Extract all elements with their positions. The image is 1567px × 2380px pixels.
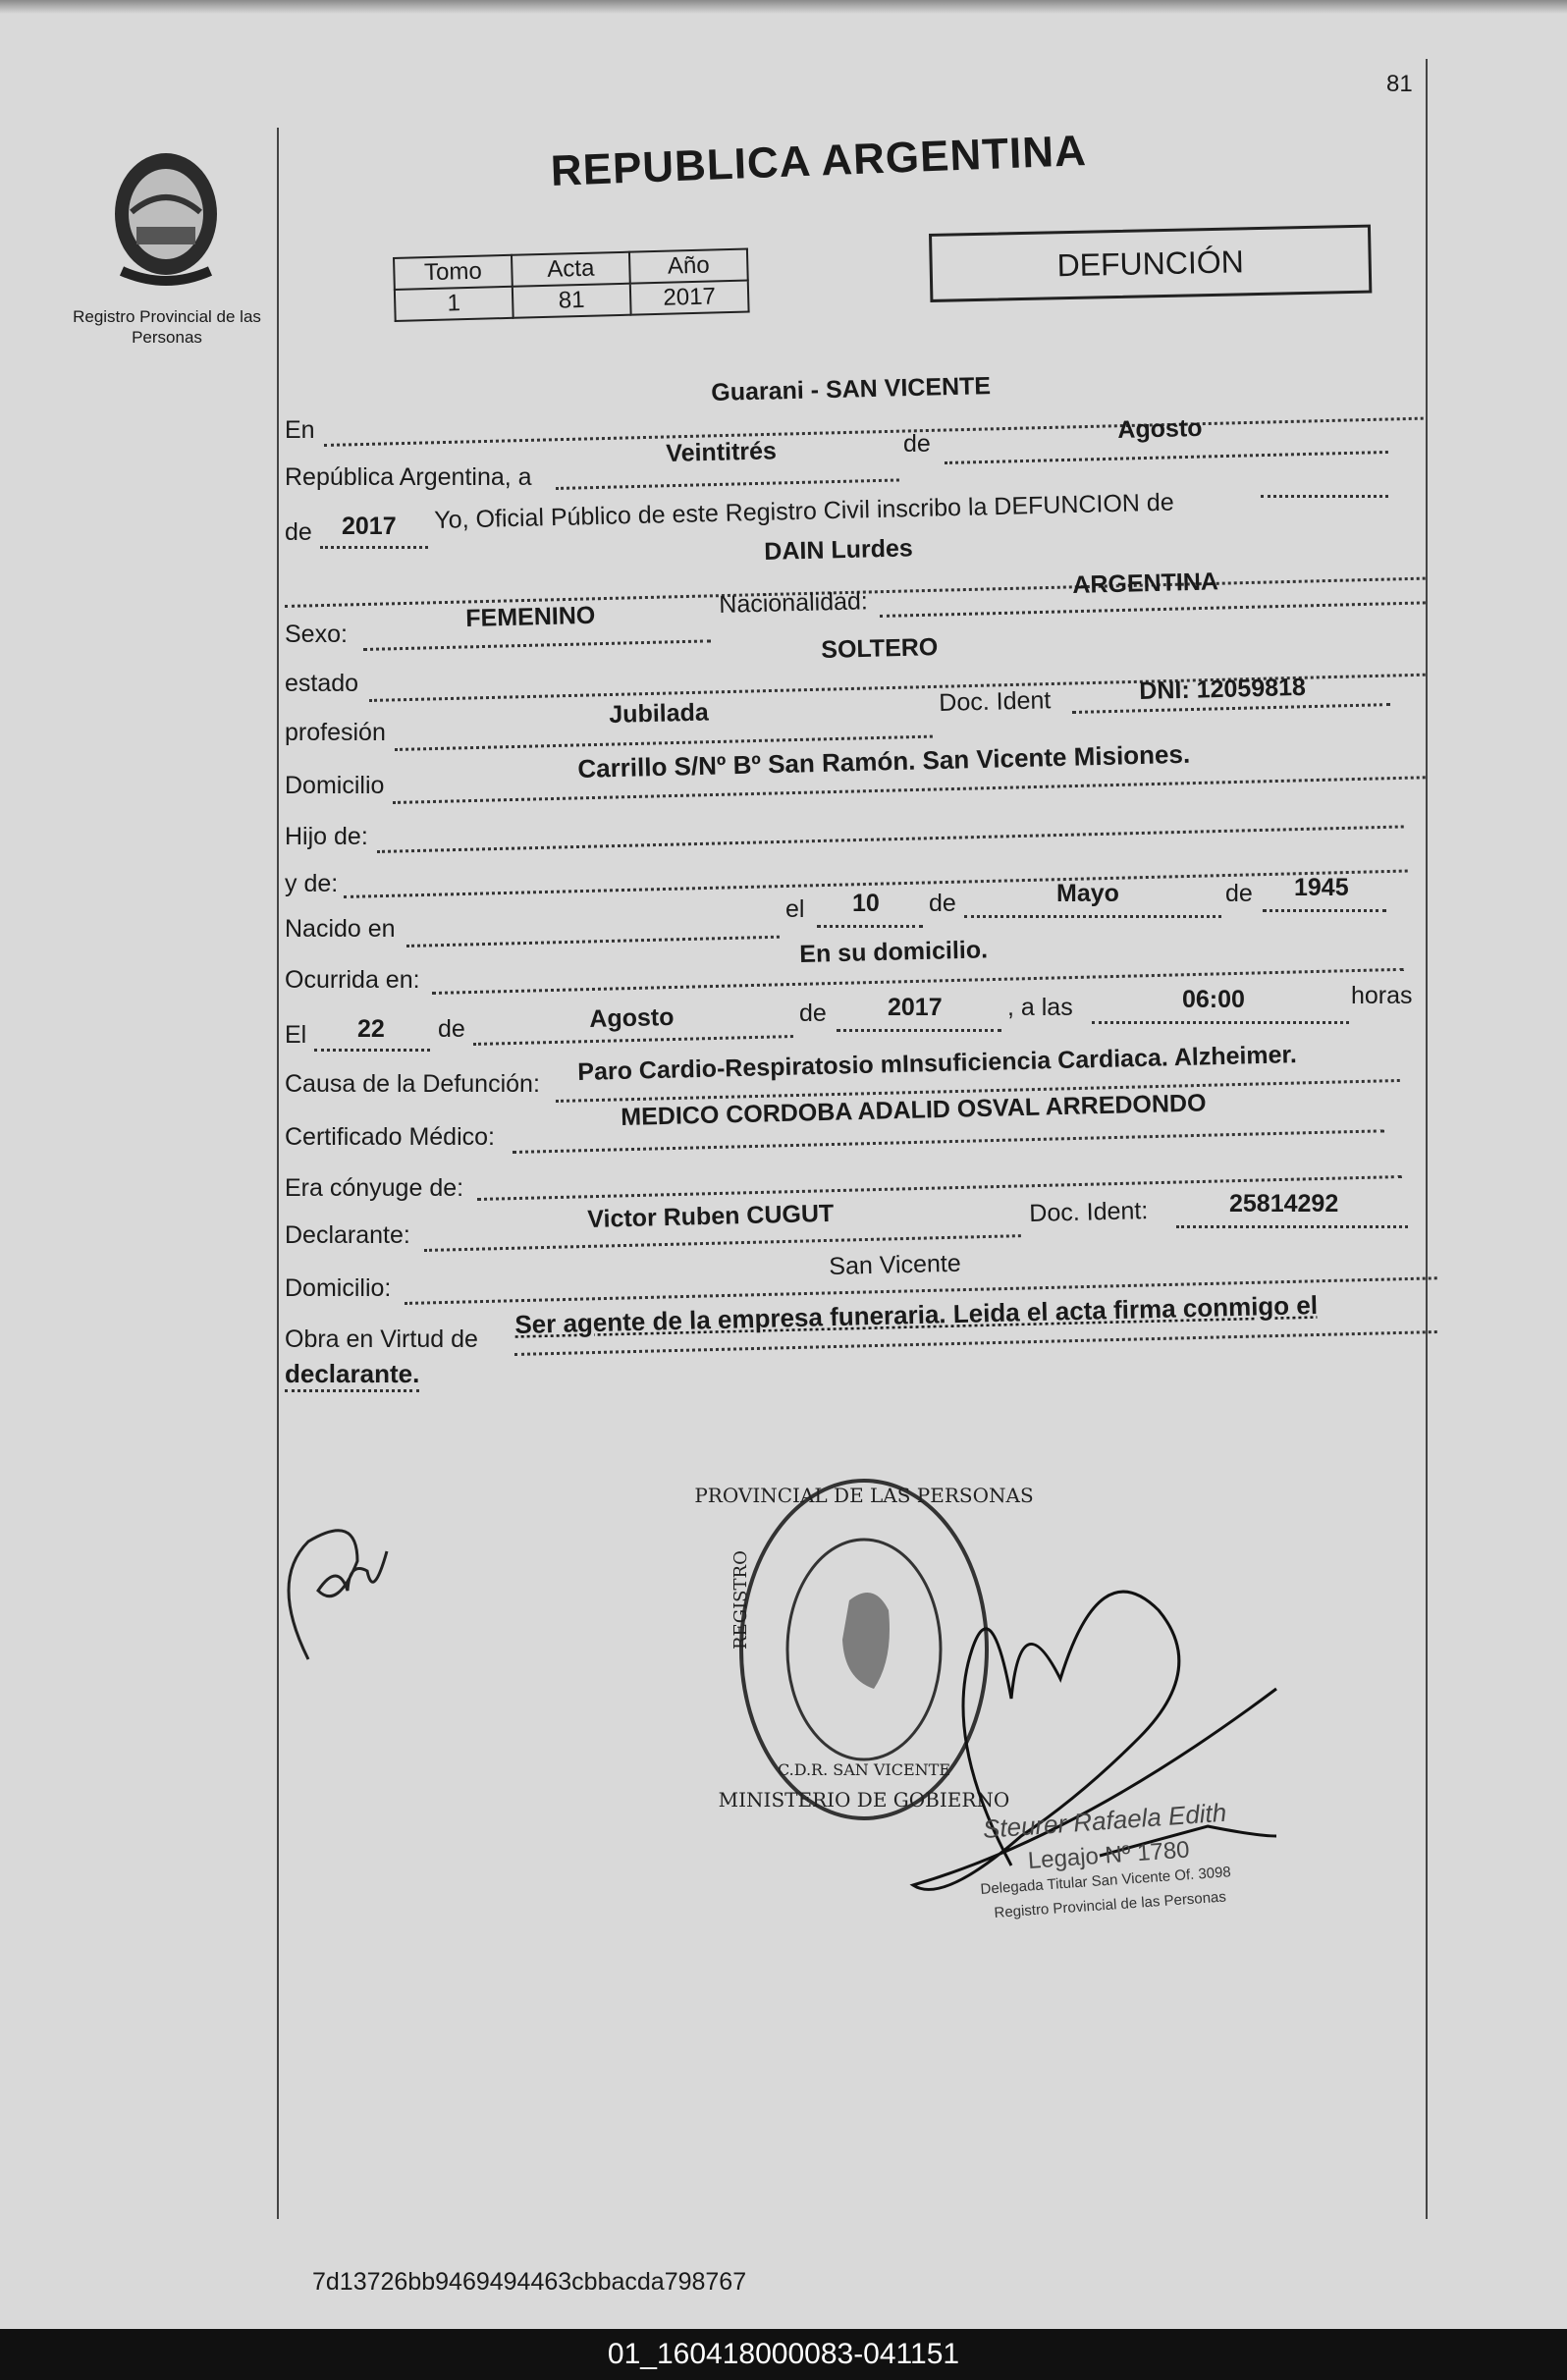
declarant-signature <box>279 1502 406 1699</box>
label-republica: República Argentina, a <box>285 463 532 491</box>
line-nac-mes <box>964 915 1221 918</box>
label-de-6: de <box>799 1000 827 1027</box>
misiones-seal-icon <box>102 143 230 291</box>
label-conyuge: Era cónyuge de: <box>285 1174 464 1202</box>
value-nombre: DAIN Lurdes <box>764 534 914 566</box>
value-medico: MEDICO CORDOBA ADALID OSVAL ARREDONDO <box>621 1089 1207 1131</box>
label-sexo: Sexo: <box>285 621 348 648</box>
line-hijo-de <box>377 825 1404 853</box>
register-anio: 2017 <box>630 281 749 315</box>
value-doc-declarante: 25814292 <box>1229 1190 1339 1217</box>
label-de-5: de <box>438 1015 465 1043</box>
register-table <box>393 248 750 322</box>
register-header-tomo: Tomo <box>394 255 513 290</box>
register-header-anio: Año <box>629 249 748 284</box>
page-number: 81 <box>1386 71 1413 97</box>
label-hijo-de: Hijo de: <box>285 823 368 850</box>
line-sexo <box>363 639 711 651</box>
label-doc-ident-2: Doc. Ident: <box>1029 1197 1149 1227</box>
document-hash: 7d13726bb9469494463cbbacda798767 <box>312 2268 747 2296</box>
label-declarante: Declarante: <box>285 1221 410 1249</box>
label-nacionalidad: Nacionalidad: <box>719 587 869 619</box>
right-margin-line <box>1426 59 1428 2219</box>
value-anio: 2017 <box>342 513 397 540</box>
label-horas: horas <box>1351 982 1413 1009</box>
line-nac-dia <box>817 925 923 928</box>
label-de-4: de <box>1225 880 1253 907</box>
registry-logo-text: Registro Provincial de las Personas <box>73 307 261 347</box>
value-causa: Paro Cardio-Respiratosio mInsuficiencia Cardiaca. Alzheimer. <box>577 1041 1298 1086</box>
label-el-2: El <box>285 1021 307 1049</box>
stamp-text-center: C.D.R. SAN VICENTE <box>777 1760 951 1779</box>
line-nacionalidad <box>880 601 1426 618</box>
value-obra-2: declarante. <box>285 1359 419 1392</box>
label-ocurrida: Ocurrida en: <box>285 966 420 994</box>
label-el: el <box>785 895 805 923</box>
value-estado: SOLTERO <box>821 633 939 664</box>
label-domicilio-2: Domicilio: <box>285 1274 392 1302</box>
value-domicilio: Carrillo S/Nº Bº San Ramón. San Vicente Misiones. <box>577 738 1191 784</box>
label-profesion: profesión <box>285 719 386 746</box>
stamp-text-left: REGISTRO <box>730 1550 751 1650</box>
label-yo: Yo, Oficial Público de este Registro Civil inscribo la DEFUNCION de <box>434 488 1174 534</box>
label-obra: Obra en Virtud de <box>285 1325 478 1353</box>
line-def-dia <box>314 1049 430 1052</box>
value-dni: DNI: 12059818 <box>1139 673 1307 705</box>
label-causa: Causa de la Defunción: <box>285 1070 540 1098</box>
line-domicilio <box>393 776 1426 804</box>
value-lugar: Guarani - SAN VICENTE <box>711 372 992 406</box>
official-line-2: Registro Provincial de las Personas <box>994 1888 1227 1921</box>
label-de-3: de <box>929 890 956 917</box>
line-ocurrida <box>432 968 1404 995</box>
value-dom-declarante: San Vicente <box>829 1249 962 1280</box>
document-title: REPUBLICA ARGENTINA <box>550 127 1088 195</box>
value-ocurrida: En su domicilio. <box>799 936 989 968</box>
label-doc-ident: Doc. Ident <box>939 686 1052 717</box>
line-nac-anio <box>1263 909 1386 912</box>
line-def-mes <box>473 1035 793 1046</box>
line-hora <box>1092 1021 1349 1024</box>
line-en <box>324 417 1424 447</box>
line-mes <box>945 451 1388 464</box>
value-profesion: Jubilada <box>609 698 710 729</box>
label-y-de: y de: <box>285 870 339 897</box>
value-def-mes: Agosto <box>589 1002 675 1033</box>
stamp-text-bottom: MINISTERIO DE GOBIERNO <box>718 1788 1010 1812</box>
line-dia <box>556 478 899 490</box>
label-domicilio: Domicilio <box>285 772 385 799</box>
value-nac-mes: Mayo <box>1056 880 1119 907</box>
official-name: Steurer Rafaela Edith <box>982 1797 1228 1844</box>
file-id-bar: 01_160418000083-041151 <box>0 2329 1567 2380</box>
value-nacionalidad: ARGENTINA <box>1072 568 1219 599</box>
label-a-las: , a las <box>1007 994 1073 1021</box>
value-hora: 06:00 <box>1182 986 1245 1013</box>
value-def-dia: 22 <box>357 1015 385 1043</box>
line-def-anio <box>837 1029 1001 1032</box>
register-acta: 81 <box>513 284 631 318</box>
label-de-1: de <box>903 430 931 458</box>
acta-type-box: DEFUNCIÓN <box>929 225 1372 302</box>
value-obra-1: Ser agente de la empresa funeraria. Leida el acta firma conmigo el <box>514 1290 1319 1339</box>
line-declarante <box>424 1234 1021 1252</box>
official-line-1: Delegada Titular San Vicente Of. 3098 <box>980 1864 1232 1898</box>
register-tomo: 1 <box>395 287 513 321</box>
label-certificado: Certificado Médico: <box>285 1123 495 1151</box>
register-header-acta: Acta <box>512 252 630 287</box>
label-nacido-en: Nacido en <box>285 915 396 943</box>
official-legajo: Legajo Nº 1780 <box>1027 1836 1191 1874</box>
value-def-anio: 2017 <box>888 994 943 1021</box>
label-estado: estado <box>285 670 359 697</box>
value-declarante: Victor Ruben CUGUT <box>587 1199 835 1233</box>
line-tail-yo <box>1261 495 1388 498</box>
value-nac-anio: 1945 <box>1294 874 1349 901</box>
line-nacido-en <box>406 936 780 947</box>
label-en: En <box>285 416 315 444</box>
line-certificado <box>513 1129 1384 1154</box>
left-margin-line <box>277 128 279 2219</box>
line-dni <box>1072 703 1390 714</box>
label-de-2: de <box>285 518 312 546</box>
value-nac-dia: 10 <box>852 890 880 917</box>
value-sexo: FEMENINO <box>465 601 596 632</box>
stamp-text-top: PROVINCIAL DE LAS PERSONAS <box>694 1484 1034 1507</box>
value-dia: Veintitrés <box>666 437 778 467</box>
value-mes: Agosto <box>1117 413 1203 444</box>
line-doc-declarante <box>1176 1225 1408 1228</box>
line-anio <box>320 546 428 549</box>
